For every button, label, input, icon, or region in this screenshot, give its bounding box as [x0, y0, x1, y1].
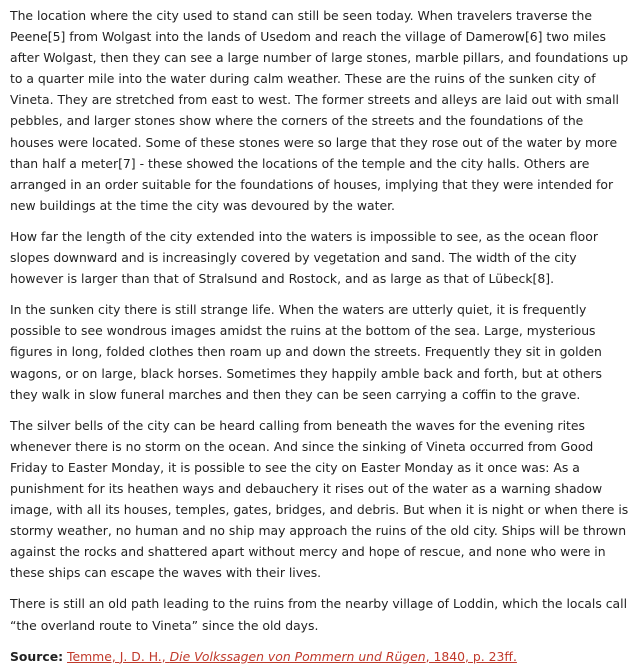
paragraph-old-path: There is still an old path leading to the ruins from the nearby village of Loddin, which the locals call “the overland route to Vineta” since the old days. [10, 596, 628, 633]
source-title: Die Volkssagen von Pommern und Rügen [169, 648, 426, 664]
source-label: Source: [10, 648, 64, 664]
source-link[interactable] [67, 649, 517, 664]
source-citation [10, 646, 629, 667]
paragraph-strange-life: In the sunken city there is still strange life. When the waters are utterly quiet, it is frequently possible to see wondrous images amidst the ruins at the bottom of the sea. Large, mysterious figures in long, folded clothes then roam up and down the streets. Frequently they sit in golden wagons, or on large, black horses. Sometimes they happily amble back and forth, but at others they walk in slow funeral marches and then they can be seen carrying a coffin to the grave. [10, 302, 603, 402]
paragraph-silver-bells: The silver bells of the city can be heard calling from beneath the waves for the evening rites whenever there is no storm on the ocean. And since the sinking of Vineta occurred from Good Friday to Easter Monday, it is possible to see the city on Easter Monday as it once was: As a punishment for its heathen ways and debauchery it rises out of the water as a warning shadow image, with all its houses, temples, gates, bridges, and debris. But when it is night or when there is stormy weather, no human and no ship may approach the ruins of the old city. Ships will be thrown against the rocks and shattered apart without mercy and hope of rescue, and none who were in these ships can escape the waves with their lives. [10, 417, 629, 581]
source-author: Temme, J. D. H., [67, 648, 166, 664]
source-details: , 1840, p. 23ff. [425, 648, 517, 664]
paragraph-ruins-location: The location where the city used to stand can still be seen today. When travelers traverse the Peene[5] from Wolgast into the lands of Usedom and reach the village of Damerow[6] two miles after Wolgast, then they can see a large number of large stones, marble pillars, and foundations up to a quarter mile into the water during calm weather. These are the ruins of the sunken city of Vineta. They are stretched from east to west. The former streets and alleys are laid out with small pebbles, and larger stones show where the corners of the streets and the foundations of the houses were located. Some of these stones were so large that they rose out of the water by more than half a meter[7] - these showed the locations of the temple and the city halls. Others are arranged in an order suitable for the foundations of houses, implying that they were intended for new buildings at the time the city was devoured by the water. [10, 8, 629, 213]
paragraph-city-extent: How far the length of the city extended into the waters is impossible to see, as the ocean floor slopes downward and is increasingly covered by vegetation and sand. The width of the city however is larger than that of Stralsund and Rostock, and as large as that of Lübeck[8]. [10, 228, 598, 287]
